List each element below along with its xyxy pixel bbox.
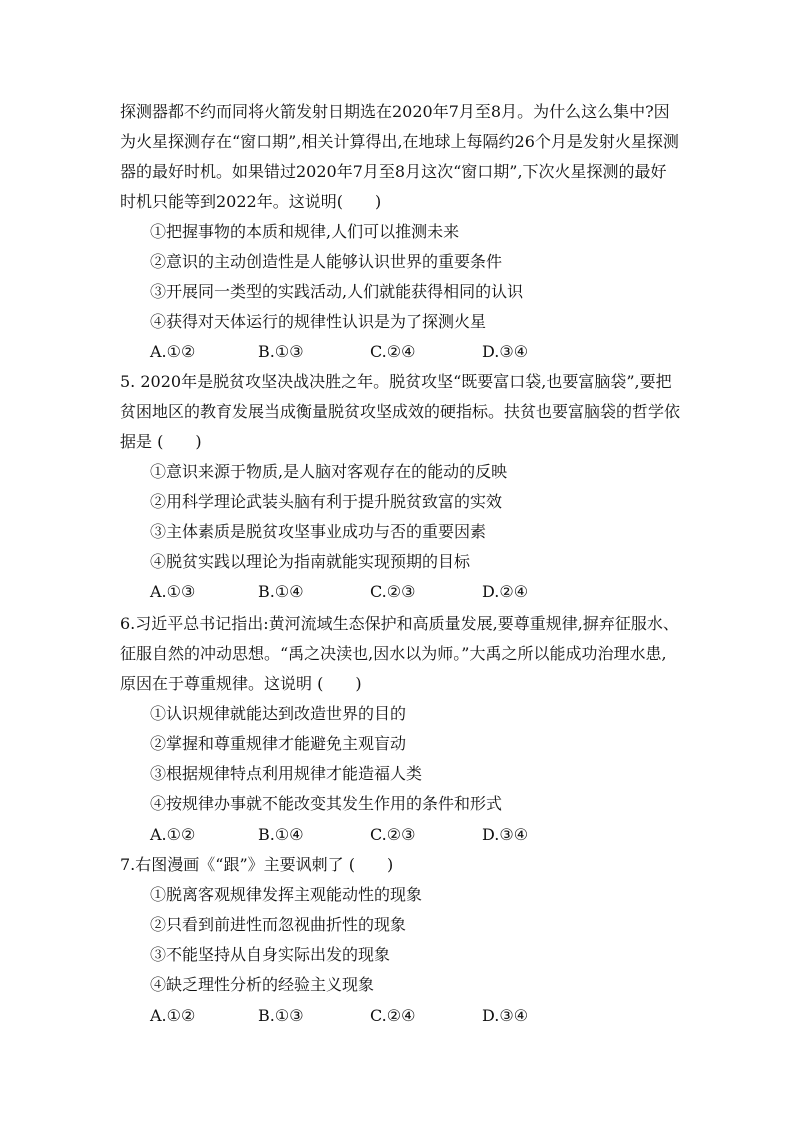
question-7-stem: 7.右图漫画《“跟”》主要讽刺了 ( ) <box>120 855 394 874</box>
question-4-answer-a: A.①② <box>150 342 196 361</box>
question-5-option-4: ④脱贫实践以理论为指南就能实现预期的目标 <box>150 552 471 571</box>
question-7-answer-b: B.①③ <box>258 1006 304 1025</box>
question-5-answer-d: D.②④ <box>482 582 529 601</box>
question-5-option-3: ③主体素质是脱贫攻坚事业成功与否的重要因素 <box>150 522 487 541</box>
question-5-answer-b: B.①④ <box>258 582 304 601</box>
question-6-answer-a: A.①② <box>150 825 196 844</box>
question-4-answer-c: C.②④ <box>370 342 416 361</box>
question-4-option-2: ②意识的主动创造性是人能够认识世界的重要条件 <box>150 252 503 271</box>
question-5-answers <box>150 577 610 607</box>
question-4-option-3: ③开展同一类型的实践活动,人们就能获得相同的认识 <box>150 282 524 301</box>
question-4-answers <box>150 337 610 367</box>
question-4-answer-b: B.①③ <box>258 342 304 361</box>
question-7-answer-d: D.③④ <box>482 1006 529 1025</box>
question-6-stem: 6.习近平总书记指出:黄河流域生态保护和高质量发展,要尊重规律,摒弃征服水、征服自然的冲动思想。“禹之决渎也,因水以为师。”大禹之所以能成功治理水患,原因在于尊重规律。这说明 ( ) <box>120 614 679 693</box>
question-5-answer-c: C.②③ <box>370 582 416 601</box>
question-4-option-1: ①把握事物的本质和规律,人们可以推测未来 <box>150 222 460 241</box>
question-7-answer-c: C.②④ <box>370 1006 416 1025</box>
question-7-answer-a: A.①② <box>150 1006 196 1025</box>
question-6-option-3: ③根据规律特点利用规律才能造福人类 <box>150 764 423 783</box>
question-7-answers <box>150 1001 610 1031</box>
question-7-option-2: ②只看到前进性而忽视曲折性的现象 <box>150 915 407 934</box>
question-6-answer-c: C.②③ <box>370 825 416 844</box>
question-6-answer-d: D.③④ <box>482 825 529 844</box>
question-5-stem: 5. 2020年是脱贫攻坚决战决胜之年。脱贫攻坚“既要富口袋,也要富脑袋”,要把贫困地区的教育发展当成衡量脱贫攻坚成效的硬指标。扶贫也要富脑袋的哲学依据是 ( ) <box>120 372 681 451</box>
question-5-option-2: ②用科学理论武装头脑有利于提升脱贫致富的实效 <box>150 492 503 511</box>
question-4-stem: 探测器都不约而同将火箭发射日期选在2020年7月至8月。为什么这么集中?因为火星探测存在“窗口期”,相关计算得出,在地球上每隔约26个月是发射火星探测器的最好时机。如果错过2020年7月至8月这次“窗口期”,下次火星探测的最好时机只能等到2022年。这说明( ) <box>120 102 679 211</box>
question-6-option-4: ④按规律办事就不能改变其发生作用的条件和形式 <box>150 794 503 813</box>
question-4-answer-d: D.③④ <box>482 342 529 361</box>
question-7-option-1: ①脱离客观规律发挥主观能动性的现象 <box>150 885 423 904</box>
question-6-option-1: ①认识规律就能达到改造世界的目的 <box>150 704 407 723</box>
question-4-option-4: ④获得对天体运行的规律性认识是为了探测火星 <box>150 312 487 331</box>
question-5-option-1: ①意识来源于物质,是人脑对客观存在的能动的反映 <box>150 462 508 481</box>
question-6-option-2: ②掌握和尊重规律才能避免主观盲动 <box>150 734 407 753</box>
question-7-option-3: ③不能坚持从自身实际出发的现象 <box>150 945 391 964</box>
question-5-answer-a: A.①③ <box>150 582 196 601</box>
question-6-answers <box>150 820 610 850</box>
question-7-option-4: ④缺乏理性分析的经验主义现象 <box>150 975 375 994</box>
question-6-answer-b: B.①④ <box>258 825 304 844</box>
